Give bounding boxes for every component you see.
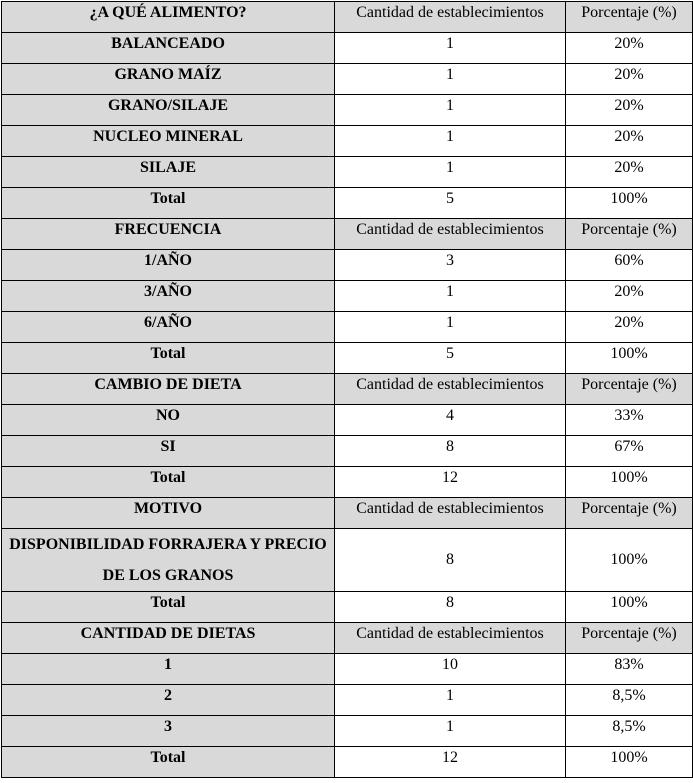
total-row bbox=[2, 467, 693, 498]
count-cell: 1 bbox=[335, 685, 566, 716]
count-cell: 8 bbox=[335, 592, 566, 623]
row-label: 3 bbox=[2, 716, 335, 747]
section-header-row bbox=[2, 374, 693, 405]
table-body bbox=[2, 2, 693, 778]
percentage-cell: 100% bbox=[566, 592, 693, 623]
count-cell: 5 bbox=[335, 343, 566, 374]
table-row bbox=[2, 281, 693, 312]
percentage-cell: 60% bbox=[566, 250, 693, 281]
row-label: NO bbox=[2, 405, 335, 436]
row-label: BALANCEADO bbox=[2, 33, 335, 64]
total-row bbox=[2, 188, 693, 219]
count-cell: 1 bbox=[335, 281, 566, 312]
percentage-cell: 20% bbox=[566, 281, 693, 312]
row-label: 1/AÑO bbox=[2, 250, 335, 281]
section-title: MOTIVO bbox=[2, 498, 335, 529]
percentage-cell: 20% bbox=[566, 157, 693, 188]
table-row bbox=[2, 436, 693, 467]
column-header-percentage: Porcentaje (%) bbox=[566, 498, 693, 529]
table-row bbox=[2, 64, 693, 95]
row-label: 1 bbox=[2, 654, 335, 685]
column-header-percentage: Porcentaje (%) bbox=[566, 623, 693, 654]
column-header-count: Cantidad de establecimientos bbox=[335, 219, 566, 250]
count-cell: 4 bbox=[335, 405, 566, 436]
percentage-cell: 8,5% bbox=[566, 716, 693, 747]
table-row bbox=[2, 250, 693, 281]
percentage-cell: 100% bbox=[566, 343, 693, 374]
total-row bbox=[2, 592, 693, 623]
table-row bbox=[2, 95, 693, 126]
row-label: SI bbox=[2, 436, 335, 467]
table-row bbox=[2, 33, 693, 64]
table-row bbox=[2, 157, 693, 188]
table-row bbox=[2, 126, 693, 157]
row-label: 6/AÑO bbox=[2, 312, 335, 343]
row-label: NUCLEO MINERAL bbox=[2, 126, 335, 157]
section-title: FRECUENCIA bbox=[2, 219, 335, 250]
percentage-cell: 20% bbox=[566, 33, 693, 64]
count-cell: 1 bbox=[335, 64, 566, 95]
table-row bbox=[2, 716, 693, 747]
column-header-count: Cantidad de establecimientos bbox=[335, 623, 566, 654]
column-header-count: Cantidad de establecimientos bbox=[335, 498, 566, 529]
percentage-cell: 33% bbox=[566, 405, 693, 436]
count-cell: 1 bbox=[335, 716, 566, 747]
percentage-cell: 8,5% bbox=[566, 685, 693, 716]
section-header-row bbox=[2, 623, 693, 654]
column-header-count: Cantidad de establecimientos bbox=[335, 2, 566, 33]
summary-table bbox=[1, 1, 693, 778]
count-cell: 8 bbox=[335, 529, 566, 592]
section-header-row bbox=[2, 219, 693, 250]
count-cell: 5 bbox=[335, 188, 566, 219]
percentage-cell: 100% bbox=[566, 188, 693, 219]
count-cell: 10 bbox=[335, 654, 566, 685]
table-row bbox=[2, 312, 693, 343]
percentage-cell: 20% bbox=[566, 312, 693, 343]
column-header-percentage: Porcentaje (%) bbox=[566, 2, 693, 33]
section-header-row bbox=[2, 498, 693, 529]
column-header-percentage: Porcentaje (%) bbox=[566, 219, 693, 250]
section-title: CANTIDAD DE DIETAS bbox=[2, 623, 335, 654]
row-label: Total bbox=[2, 188, 335, 219]
row-label: 3/AÑO bbox=[2, 281, 335, 312]
section-title: CAMBIO DE DIETA bbox=[2, 374, 335, 405]
row-label: GRANO/SILAJE bbox=[2, 95, 335, 126]
count-cell: 12 bbox=[335, 747, 566, 778]
table-row bbox=[2, 685, 693, 716]
count-cell: 1 bbox=[335, 312, 566, 343]
percentage-cell: 67% bbox=[566, 436, 693, 467]
row-label: Total bbox=[2, 747, 335, 778]
table-row bbox=[2, 654, 693, 685]
count-cell: 1 bbox=[335, 157, 566, 188]
percentage-cell: 20% bbox=[566, 95, 693, 126]
count-cell: 1 bbox=[335, 126, 566, 157]
table-row bbox=[2, 405, 693, 436]
percentage-cell: 100% bbox=[566, 467, 693, 498]
count-cell: 1 bbox=[335, 33, 566, 64]
count-cell: 1 bbox=[335, 95, 566, 126]
row-label: Total bbox=[2, 343, 335, 374]
percentage-cell: 100% bbox=[566, 747, 693, 778]
section-header-row bbox=[2, 2, 693, 33]
total-row bbox=[2, 747, 693, 778]
percentage-cell: 83% bbox=[566, 654, 693, 685]
column-header-count: Cantidad de establecimientos bbox=[335, 374, 566, 405]
column-header-percentage: Porcentaje (%) bbox=[566, 374, 693, 405]
row-label: SILAJE bbox=[2, 157, 335, 188]
percentage-cell: 20% bbox=[566, 64, 693, 95]
count-cell: 8 bbox=[335, 436, 566, 467]
row-label: GRANO MAÍZ bbox=[2, 64, 335, 95]
percentage-cell: 20% bbox=[566, 126, 693, 157]
count-cell: 3 bbox=[335, 250, 566, 281]
total-row bbox=[2, 343, 693, 374]
section-title: ¿A QUÉ ALIMENTO? bbox=[2, 2, 335, 33]
row-label: DISPONIBILIDAD FORRAJERA Y PRECIO DE LOS GRANOS bbox=[2, 529, 335, 592]
row-label: Total bbox=[2, 467, 335, 498]
table-row bbox=[2, 529, 693, 592]
row-label: 2 bbox=[2, 685, 335, 716]
percentage-cell: 100% bbox=[566, 529, 693, 592]
count-cell: 12 bbox=[335, 467, 566, 498]
row-label: Total bbox=[2, 592, 335, 623]
